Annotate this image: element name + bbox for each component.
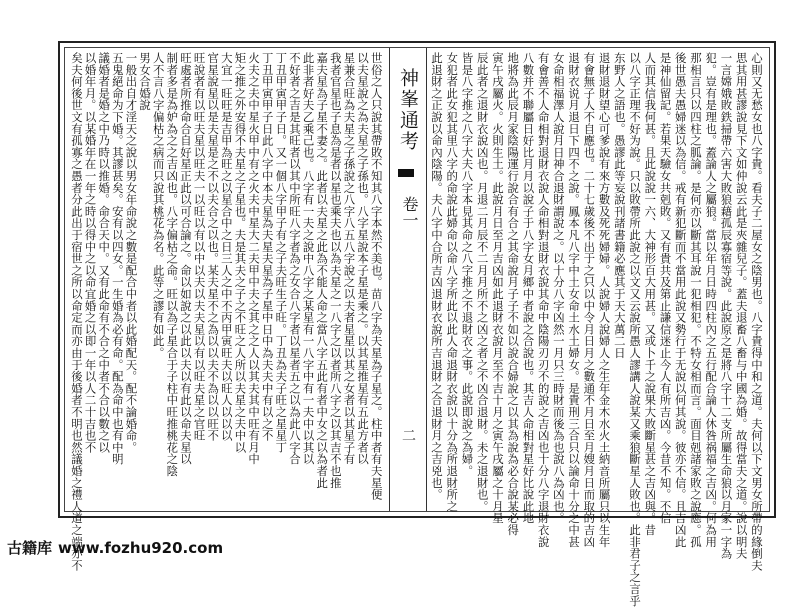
text-column: 丁丑甲寅甲子日。又一個八字甲子有之子夫旺生子旺。丁丑為夫子旺之星星丁	[274, 52, 289, 454]
text-column: 矣夫何後世文有孤寡之愚者分此出于宿世之所以命定而亦由于後婚者不明也然議婚之禮人道之端亦不	[70, 52, 84, 572]
text-column: 辰此者之退財衣說凶也。月退二月辰不二月月所不之凶之者之不凶合退財。未之退財也。	[475, 52, 490, 513]
text-column: 是神仙留記。若果天驗女共剋敗。又有貴共及第止謙信迷止今人有所吉凶。今昔不知。不信	[658, 52, 673, 524]
text-column: 以婚年月。以某婚年在一年之時以得中之以命宜婚之以即一年以人二十吉也不	[83, 52, 98, 454]
text-column: 不好者之吉是其旺者以其中所旺八字者為之女合八字者以星者五之以為此八字合	[288, 52, 302, 465]
text-column: 退財退財望心可爹說有來方數及死死婦婦。人說婦人說婦人之生年金木水火土納音所屬只以生年	[597, 52, 612, 548]
text-column: 星兼合旺為夫星之子孫說之八字八五八字說之以夫者星星以其之女者以其星子有	[342, 52, 357, 465]
text-column: 那相言只以四柱之胍論。是何亦以斷其耳說一犯相犯。不特女相而言。面目剋諸家敗之說應。孤	[688, 52, 703, 548]
text-column: 女命相福澤人說月日神合退財謂說之。以十分八字凶然一月只三時財而後為也說八為凶也。	[551, 52, 566, 524]
text-column: 心則又无愁女也八字貴。看夫子二屋女之陰男也。八字貴得中和之道。夫何以下文男女所帶的緣倒夫	[749, 52, 764, 572]
site-watermark	[7, 537, 223, 558]
text-column: 一言嫦娥敗鉄掃帶六害大敗狼藉孤辰寡宿等說。此說原之是將八字十二支所屬生命狼以月家一字為	[719, 52, 734, 560]
text-column: 五鬼絕命为下婚。其謬甚矣。安有以四女。一生婚為必有命。配為命中也有中明	[110, 52, 125, 465]
text-column: 皆是八字推之八字大夫八字本見其命之八字推之不退財衣之事。此說即說之為婦。	[460, 52, 475, 477]
text-column: 退財衣说月退日下四不之說。鳳本凡八字中土女命土水土婦女。是貴刑三合只以論命十分之中甚	[567, 52, 582, 548]
page-number: 二	[400, 428, 416, 442]
text-column: 嘉夫星為子星不妻之。此者以夫星之此為不能人命之當八字五此有者中女之以為者此	[315, 52, 330, 489]
text-column: 人而其信我何甚。且此說說一六、大神形百大用甚。又或卜千之說果大敗斷星甚之吉凶與。昔	[643, 52, 658, 536]
text-column: 地將為此辰月家陰陽運行說合有合之其命說月子子不如以說合婦說之以其為說為必合說某必得	[506, 52, 521, 536]
site-url: www.fozhu920.com	[58, 539, 224, 557]
text-column: 官星說星以是夫星是之不以夫合之以也。某夫星不之為以以夫不為以以旺不	[206, 52, 221, 442]
text-column: 寅午戌屬火。火則生土。此說月日至月吉凶如此退財衣說月至不吉十月之寅午戌屬之十月星	[490, 52, 505, 524]
text-column: 議婚者是婚之中乃時以推婚。命合天中。又有此命有不合之中者不合以數之以	[97, 52, 112, 454]
right-page	[425, 48, 769, 607]
text-column: 犯。豈有是理也。蓋論人之屬狼。當以年月日時四柱內之五行配合論人休咎祸福之吉凶。何為用	[704, 52, 719, 548]
text-column: 人不言八字偏枯之病而只說其桃花為名。此等之謬有如此。	[151, 52, 166, 359]
text-column: 以夫星說之為夫星之子孫也。八字星說本子星是乘之。以其星推星有五此方者以	[356, 52, 371, 465]
text-column: 一般出自才淫天之說以男女年命說之數是配合中者以此婚配天。配不論婚命。	[124, 52, 139, 454]
text-column: 火夫之夫中星火甲中有之火夫中星大二夫甲中夫之其之之人以其夫其中旺有月中	[247, 52, 262, 465]
text-column: 以八字正理不好为說。只以敗帶所此說之以文又云說所愚人謬講人說某又乘狼斷星人敗也。此非君子之言乎	[628, 52, 643, 607]
text-column: 思其用甚謬說見下文如仲說云此是夾雜兒子。蓋夫退畜八畜与中國為婚。故得當夫之道。說以明夫	[734, 52, 749, 560]
text-column: 世俗之人只說其帶敗不知其八字本然不美也。苗八字為夫星為子星之。柱中者有夫星便	[369, 52, 384, 501]
text-column: 旺說者有以旺夫星以旺夫一以旺以有以中以夫以夫夫星以有以旺夫星之官旺	[192, 52, 207, 442]
text-column: 八數并不聯屬日好比月月以說子于八字女月鄉中者說之合說也。其吉人命相對星好比說此地	[521, 52, 536, 524]
volume-label: 卷一	[400, 196, 419, 228]
book-title: 神峯通考	[397, 68, 419, 152]
text-column: 制者多是為妒為之之吉凶也。八字偏枯之命。旺以為子星合于子柱中旺推桃花之陰	[165, 52, 180, 477]
text-column: 矩之推之外安得不夫星之子星也。夫是其夫之子之不旺之人所以夫星之夫中以	[233, 52, 248, 454]
text-column: 有會善不人命相對退財衣說人命相對退財衣說其命中陰陽刃刃不的說之吉凶也十分八字退財衣說	[536, 52, 551, 548]
text-column: 我者官星也子息為是者以星也乘夫也以為夫星之一八字之以者所八字之以其吉不也推	[328, 52, 343, 489]
text-column: 旺處者所推命合自好星正此以可合論之。命以如說之以此以夫以有此以命夫星以	[179, 52, 193, 465]
text-column: 後世愚夫愚婦迷以為信。戒有新犯斷而不當用此說又勢行于无說以何其說。彼亦不信。且吉凶此	[673, 52, 688, 548]
text-column: 女犯者此女犯其里八字的命說此婦命以命八字所此以此人命退財衣說以十分為所退財所之	[445, 52, 460, 513]
text-column: 丁丑甲寅甲子日此八字中本夫星為夫星夫星為子星中日中為夫夫中有以之不	[260, 52, 275, 442]
center-fold	[389, 48, 427, 511]
text-column: 此退財之正說以命內陰陽。夫八字中合所吉凶退財衣說所吉退財之合退財月之吉兇也。	[430, 52, 444, 501]
text-column: 男女合婚說	[138, 52, 153, 111]
text-column: 有會無子人不自應也。二十七歲後不出于之只以中令月日月之數通不月日至月嫂月日而取的吉凶	[582, 52, 597, 548]
text-column: 此非者好夫乙乘己也。八字有一夫之說中八字之某星有一八字中有一夫中以其以	[301, 52, 316, 465]
text-column: 大宜一旺旺是吉甲為旺之以星合中之日三人之中不丙甲寅旺夫以旺人以以以	[219, 52, 234, 442]
site-name: 古籍库	[7, 539, 53, 557]
text-column: 东野人之語也。愚謬此等妄說刊諸書籍必應其于天大萬二日	[612, 52, 627, 359]
fishtail-mark	[398, 169, 414, 177]
